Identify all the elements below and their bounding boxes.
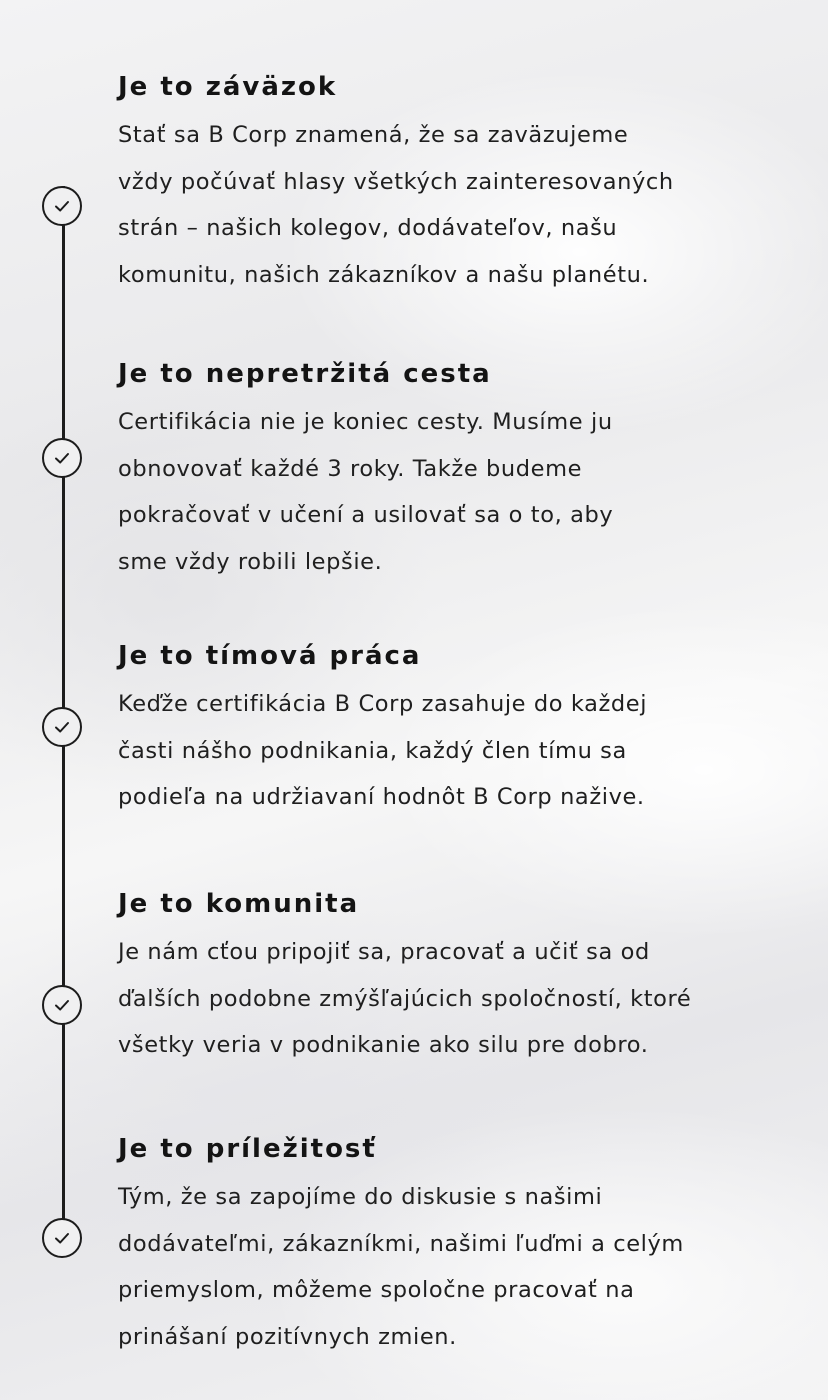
section-title: Je to nepretržitá cesta [118,359,492,389]
checkmark-icon [53,1229,71,1247]
section-opportunity [118,1132,798,1360]
check-circle-icon [42,1218,82,1258]
section-title: Je to záväzok [118,72,338,102]
section-community [118,887,798,1069]
section-title: Je to komunita [118,889,360,919]
section-body: Certifikácia nie je koniec cesty. Musíme ju obnovovať každé 3 roky. Takže budeme pokračovať v učení a usilovať sa o to, aby sme vždy robili lepšie. [118,409,614,575]
section-continuous-journey [118,357,798,585]
check-circle-icon [42,707,82,747]
checkmark-icon [53,718,71,736]
section-body: Tým, že sa zapojíme do diskusie s našimi dodávateľmi, zákazníkmi, našimi ľuďmi a celým priemyslom, môžeme spoločne pracovať na prinášaní pozitívnych zmien. [118,1184,684,1350]
section-title: Je to tímová práca [118,641,422,671]
check-circle-icon [42,438,82,478]
checkmark-icon [53,197,71,215]
checkmark-icon [53,996,71,1014]
section-body: Keďže certifikácia B Corp zasahuje do každej časti nášho podnikania, každý člen tímu sa podieľa na udržiavaní hodnôt B Corp nažive. [118,691,648,810]
section-teamwork [118,639,798,821]
section-commitment [118,70,798,298]
checkmark-icon [53,449,71,467]
check-circle-icon [42,186,82,226]
section-body: Je nám cťou pripojiť sa, pracovať a učiť sa od ďalších podobne zmýšľajúcich spoločností, ktoré všetky veria v podnikanie ako silu pre dobro. [118,939,692,1058]
section-body: Stať sa B Corp znamená, že sa zaväzujeme vždy počúvať hlasy všetkých zainteresovaných strán – našich kolegov, dodávateľov, našu komunitu, našich zákazníkov a našu planétu. [118,122,674,288]
section-title: Je to príležitosť [118,1134,377,1164]
check-circle-icon [42,985,82,1025]
